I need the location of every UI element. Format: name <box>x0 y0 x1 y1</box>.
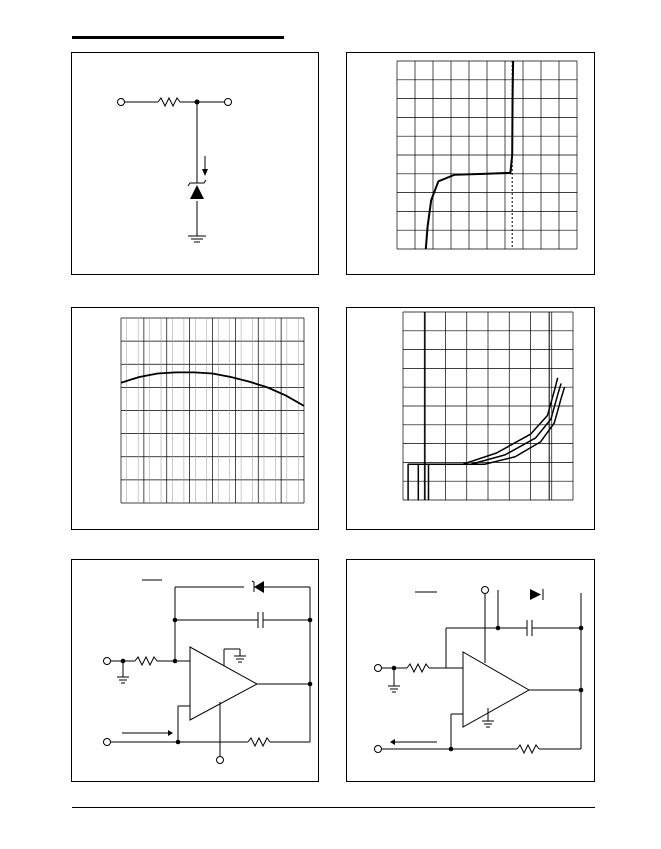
op-amp-circuit-right-panel <box>346 559 595 782</box>
zener-iv-chart <box>347 53 594 274</box>
op-amp-circuit-left-schematic <box>72 560 318 781</box>
grid <box>397 61 577 249</box>
input-terminal <box>118 99 125 106</box>
zener-circuit-schematic <box>72 53 318 274</box>
output-terminal-left <box>104 739 111 746</box>
junction-dot <box>195 100 200 105</box>
supply-terminal-top <box>482 587 489 594</box>
family-of-curves-chart <box>347 308 594 529</box>
op-amp-circuit-right-schematic <box>347 560 594 781</box>
input-resistor-right <box>407 664 429 672</box>
zener-iv-panel <box>346 52 595 275</box>
header-rule <box>72 36 284 39</box>
output-terminal-right <box>375 746 382 753</box>
grid <box>121 318 304 503</box>
feedback-diode-icon <box>254 581 264 593</box>
input-terminal-right <box>375 665 382 672</box>
input-resistor-left <box>135 657 157 665</box>
supply-terminal <box>217 757 224 764</box>
temperature-drift-chart <box>72 308 318 529</box>
footer-rule <box>72 807 595 808</box>
feedback-resistor-right <box>517 745 539 753</box>
input-terminal-left <box>104 658 111 665</box>
diode-icon <box>530 589 541 600</box>
op-amp-triangle <box>463 652 529 727</box>
op-amp-circuit-left-panel <box>71 559 319 782</box>
zener-circuit-panel <box>71 52 319 275</box>
series-resistor <box>158 98 180 106</box>
family-of-curves-panel <box>346 307 595 530</box>
temperature-drift-panel <box>71 307 319 530</box>
feedback-resistor-left <box>248 738 270 746</box>
output-terminal <box>225 99 232 106</box>
zener-diode-icon <box>190 185 204 199</box>
